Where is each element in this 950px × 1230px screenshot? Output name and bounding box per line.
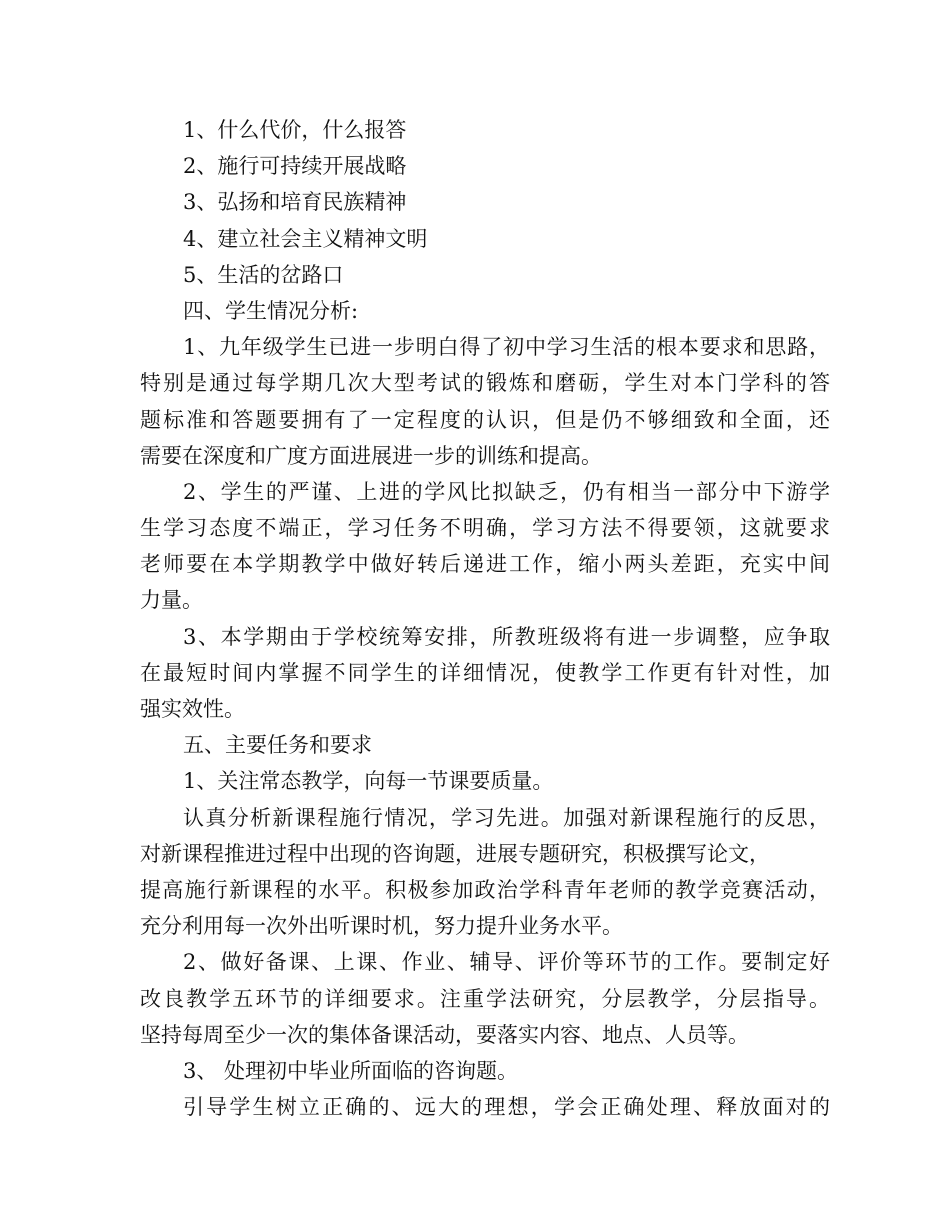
text-line: 1、关注常态教学，向每一节课要质量。 (183, 769, 554, 794)
text-line: 题标准和答题要拥有了一定程度的认识，但是仍不够细致和全面，还 (140, 407, 830, 432)
text-line: 引导学生树立正确的、远大的理想，学会正确处理、释放面对的 (183, 1095, 830, 1120)
text-line: 4、建立社会主义精神文明 (183, 226, 428, 251)
text-line: 力量。 (140, 588, 203, 613)
text-line: 特别是通过每学期几次大型考试的锻炼和磨砺，学生对本门学科的答 (140, 371, 830, 396)
text-line: 1、什么代价，什么报答 (183, 118, 407, 142)
text-line: 2、做好备课、上课、作业、辅导、评价等环节的工作。要制定好 (183, 950, 830, 975)
text-line: 改良教学五环节的详细要求。注重学法研究，分层教学，分层指导。 (140, 986, 830, 1011)
text-line: 2、施行可持续开展战略 (183, 154, 407, 179)
text-line: 3、本学期由于学校统筹安排，所教班级将有进一步调整，应争取 (183, 624, 830, 649)
text-line: 认真分析新课程施行情况，学习先进。加强对新课程施行的反思， (183, 805, 830, 830)
text-line: 老师要在本学期教学中做好转后递进工作，缩小两头差距，充实中间 (140, 552, 830, 577)
text-line: 需要在深度和广度方面进展进一步的训练和提高。 (140, 443, 602, 468)
text-line: 提高施行新课程的水平。积极参加政治学科青年老师的教学竞赛活动， (140, 877, 830, 902)
text-line: 5、生活的岔路口 (183, 262, 344, 287)
text-line: 3、 处理初中毕业所面临的咨询题。 (183, 1058, 519, 1083)
text-line: 强实效性。 (140, 697, 245, 721)
text-line: 五、主要任务和要求 (183, 733, 372, 758)
text-line: 1、九年级学生已进一步明白得了初中学习生活的根本要求和思路， (183, 335, 830, 360)
text-line: 3、弘扬和培育民族精神 (183, 190, 407, 215)
text-line: 对新课程推进过程中出现的咨询题，进展专题研究，积极撰写论文， (140, 841, 770, 866)
text-line: 充分利用每一次外出听课时机，努力提升业务水平。 (140, 914, 623, 939)
text-line: 四、学生情况分析: (183, 298, 359, 323)
text-line: 2、学生的严谨、上进的学风比拟缺乏，仍有相当一部分中下游学 (183, 479, 830, 504)
document-body (140, 112, 830, 1125)
text-line: 在最短时间内掌握不同学生的详细情况，使教学工作更有针对性，加 (140, 660, 830, 685)
text-line: 坚持每周至少一次的集体备课活动，要落实内容、地点、人员等。 (140, 1022, 749, 1047)
text-line: 生学习态度不端正，学习任务不明确，学习方法不得要领，这就要求 (140, 516, 830, 541)
